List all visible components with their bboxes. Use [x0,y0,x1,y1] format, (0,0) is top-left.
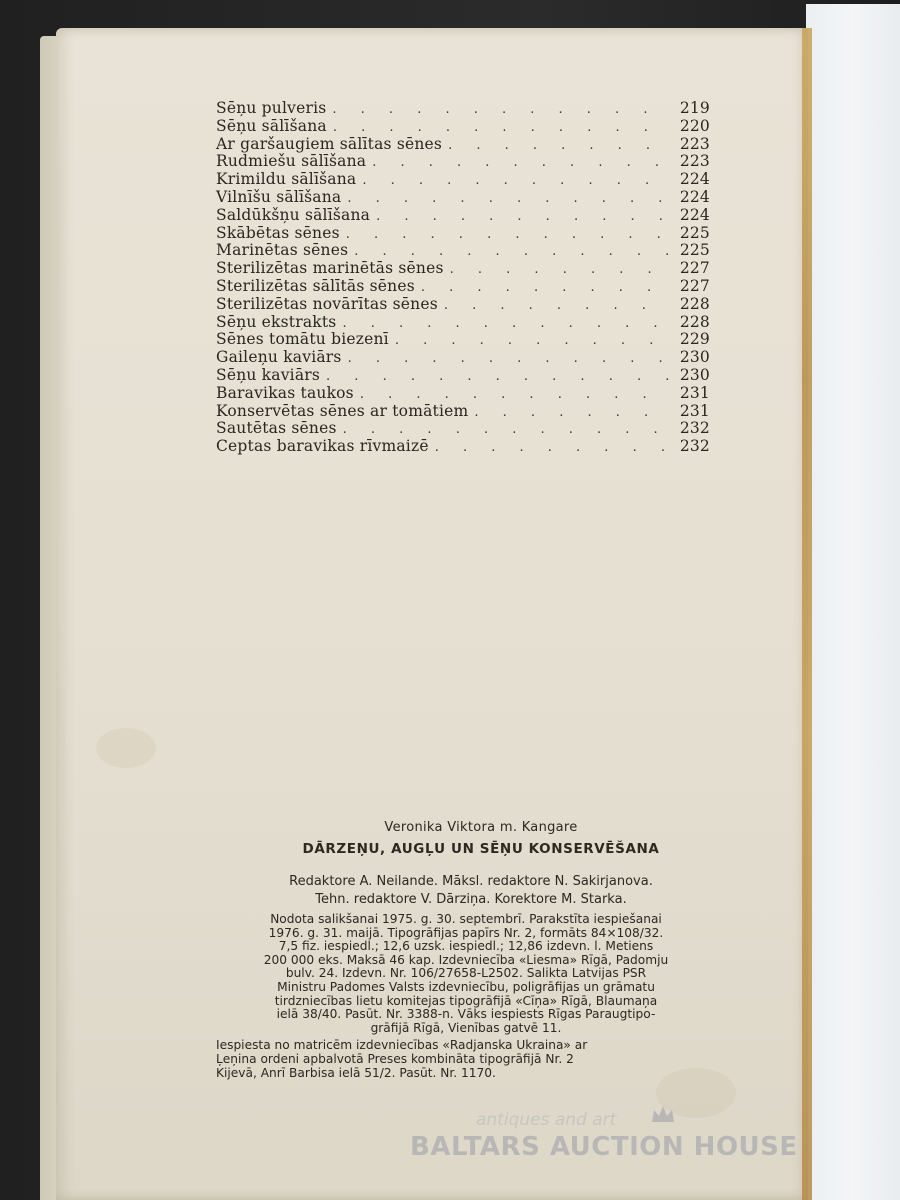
watermark-name: BALTARS AUCTION HOUSE [410,1132,798,1162]
toc-entry-page: 224 [679,205,710,224]
toc-entry [216,420,710,438]
colophon-line: 1976. g. 31. maijā. Tipogrāfijas papīrs Nr. 2, formāts 84×108/32. [268,925,664,940]
toc-leader-dots [450,261,670,279]
toc-leader-dots [342,315,670,333]
toc-leader-dots [448,137,670,155]
toc-entry-title: Sterilizētas marinētās sēnes [216,259,444,278]
book-cover-edge [806,4,900,1200]
toc-entry-title: Sēņu ekstrakts [216,312,337,331]
toc-entry-page: 220 [679,116,710,135]
toc-entry-page: 219 [679,99,710,117]
toc-entry-page: 227 [679,259,710,278]
colophon-line: tirdzniecības lietu komitejas tipogrāfijā «Cīņa» Rīgā, Blaumaņa [274,993,658,1008]
toc-entry-page: 232 [679,437,710,456]
table-of-contents [216,100,710,456]
colophon-line: Kijevā, Anrī Barbisa ielā 51/2. Pasūt. Nr. 1170. [216,1065,496,1080]
toc-entry-title: Sterilizētas novārītas sēnes [216,294,438,313]
toc-entry-page: 228 [679,312,710,331]
toc-entry [216,385,710,403]
publication-details [216,913,716,1035]
toc-entry [216,189,710,207]
credits-line: Redaktore A. Neilande. Māksl. redaktore N. Sakirjanova. [289,874,653,889]
toc-entry [216,242,710,260]
toc-entry-page: 231 [679,401,710,420]
toc-leader-dots [444,297,670,315]
toc-leader-dots [376,208,670,226]
toc-entry-page: 230 [679,348,710,367]
toc-entry-page: 223 [679,152,710,171]
toc-entry-page: 232 [679,419,710,438]
colophon-line: 200 000 eks. Maksā 46 kap. Izdevniecība «Liesma» Rīgā, Padomju [263,952,669,967]
colophon-line: grāfijā Rīgā, Vienības gatvē 11. [370,1020,562,1035]
toc-entry-page: 224 [679,170,710,189]
toc-entry-title: Krimildu sālīšana [216,170,357,189]
toc-entry-title: Marinētas sēnes [216,241,349,260]
toc-entry-title: Sēnes tomātu biezenī [216,330,389,349]
credits-line: Tehn. redaktore V. Dārziņa. Korektore M. Starka. [315,892,627,907]
toc-entry-page: 225 [679,241,710,260]
crown-icon [650,1104,676,1124]
colophon-line: 7,5 fiz. iespiedl.; 12,6 uzsk. iespiedl.; 12,86 izdevn. l. Metiens [278,939,654,954]
toc-entry [216,367,710,385]
toc-entry [216,438,710,456]
toc-leader-dots [395,332,670,350]
toc-entry [216,171,710,189]
toc-entry-page: 231 [679,383,710,402]
toc-entry-title: Sterilizētas sālītās sēnes [216,276,415,295]
toc-leader-dots [333,119,670,137]
toc-leader-dots [372,154,670,172]
paper-stain [96,728,156,768]
toc-entry [216,278,710,296]
editor-credits [226,873,716,909]
colophon-line: Ministru Padomes Valsts izdevniecību, poligrāfijas un grāmatu [277,979,655,994]
author-name: Veronika Viktora m. Kangare [384,820,578,835]
toc-entry-title: Vilnīšu sālīšana [216,187,342,206]
toc-entry-title: Sēņu sālīšana [216,116,327,135]
colophon [216,820,716,1080]
toc-entry-title: Rudmiešu sālīšana [216,152,367,171]
toc-entry [216,331,710,349]
toc-entry-page: 223 [679,134,710,153]
colophon-line: bulv. 24. Izdevn. Nr. 106/27658-L2502. Salikta Latvijas PSR [285,966,647,981]
toc-entry-page: 227 [679,276,710,295]
toc-entry-title: Baravikas taukos [216,383,354,402]
toc-entry [216,225,710,243]
toc-entry-title: Sēņu pulveris [216,99,327,117]
toc-entry-title: Gaileņu kaviārs [216,348,342,367]
toc-entry-title: Ar garšaugiem sālītas sēnes [216,134,443,153]
toc-leader-dots [435,439,670,457]
toc-entry-title: Sautētas sēnes [216,419,337,438]
toc-entry [216,403,710,421]
toc-leader-dots [348,350,670,368]
toc-leader-dots [362,172,670,190]
toc-entry-title: Sēņu kaviārs [216,365,321,384]
toc-leader-dots [332,101,670,119]
book-title: DĀRZEŅU, AUGĻU UN SĒŅU KONSERVĒŠANA [302,841,660,857]
auction-watermark [410,1110,830,1162]
toc-entry-page: 224 [679,187,710,206]
toc-entry-title: Konservētas sēnes ar tomātiem [216,401,469,420]
printing-details [216,1039,716,1080]
toc-leader-dots [360,386,670,404]
toc-entry [216,207,710,225]
toc-leader-dots [421,279,670,297]
toc-entry [216,260,710,278]
toc-entry [216,296,710,314]
toc-entry-title: Saldūkšņu sālīšana [216,205,371,224]
colophon-line: Ļeņina ordeni apbalvotā Preses kombināta tipogrāfijā Nr. 2 [216,1051,574,1066]
toc-entry-title: Ceptas baravikas rīvmaizē [216,437,429,456]
toc-entry [216,118,710,136]
toc-entry [216,153,710,171]
toc-entry-page: 225 [679,223,710,242]
watermark-tagline: antiques and art [476,1110,617,1130]
toc-leader-dots [326,368,670,386]
colophon-line: ielā 38/40. Pasūt. Nr. 3388-n. Vāks iespiests Rīgas Paraugtipo- [276,1007,656,1022]
colophon-line: Nodota salikšanai 1975. g. 30. septembrī. Parakstīta iespiešanai [270,912,662,926]
toc-entry-title: Skābētas sēnes [216,223,340,242]
toc-entry [216,349,710,367]
toc-entry-page: 228 [679,294,710,313]
toc-leader-dots [474,404,670,422]
toc-entry [216,100,710,118]
toc-leader-dots [347,190,670,208]
toc-entry-page: 229 [679,330,710,349]
colophon-line: Iespiesta no matricēm izdevniecības «Radjanska Ukraina» ar [216,1038,588,1053]
toc-leader-dots [346,226,670,244]
toc-entry-page: 230 [679,365,710,384]
toc-entry [216,136,710,154]
toc-entry [216,314,710,332]
